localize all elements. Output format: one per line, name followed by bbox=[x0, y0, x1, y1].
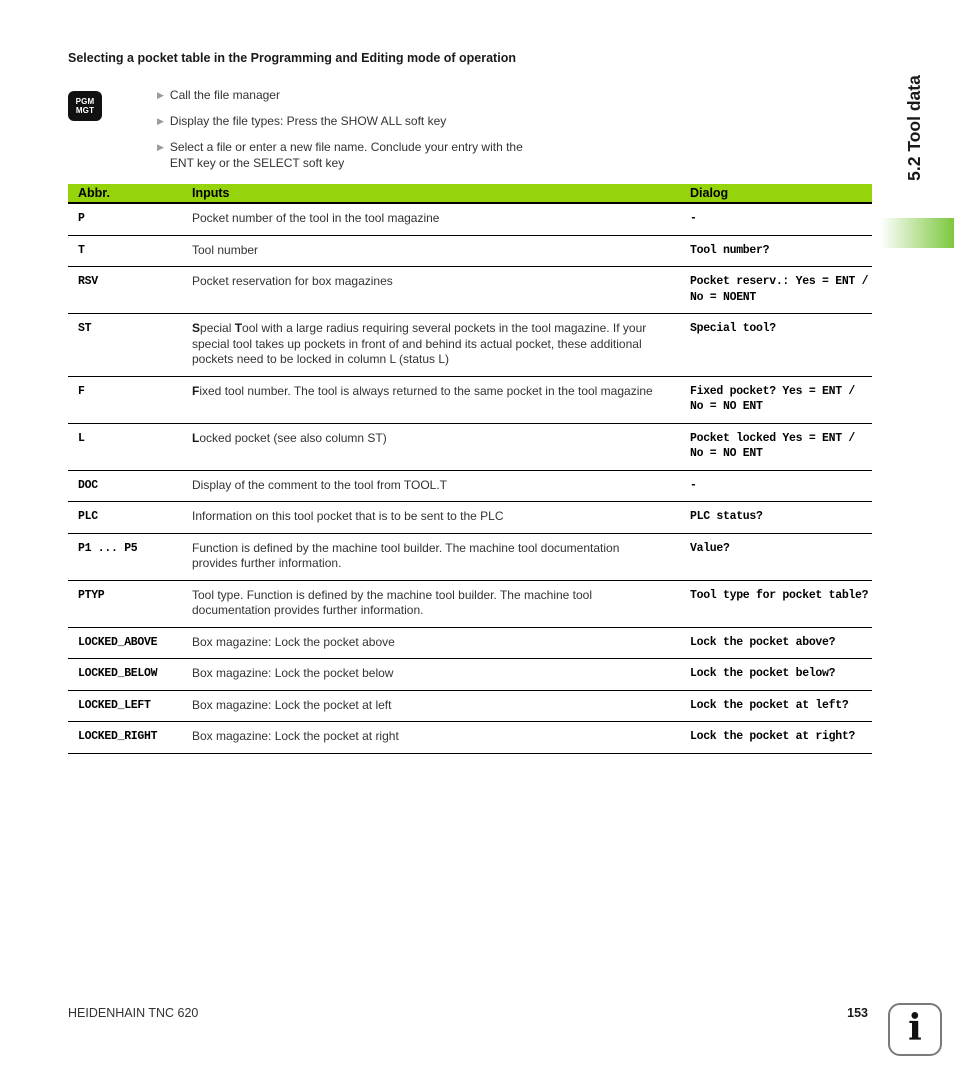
input-cell: Box magazine: Lock the pocket at right bbox=[192, 729, 399, 743]
table-row bbox=[68, 424, 872, 471]
abbr-cell: LOCKED_LEFT bbox=[78, 698, 151, 712]
dialog-cell: Value? bbox=[690, 541, 730, 555]
table-row bbox=[68, 722, 872, 754]
input-cell: Box magazine: Lock the pocket above bbox=[192, 634, 395, 649]
table-row bbox=[68, 471, 872, 503]
abbr-cell: ST bbox=[78, 322, 92, 335]
table-row bbox=[68, 581, 872, 628]
input-cell: Tool type. Function is defined by the machine tool builder. The machine tool documentation provides further information. bbox=[192, 587, 593, 617]
table-row bbox=[68, 204, 872, 236]
info-icon bbox=[888, 1003, 942, 1056]
table-row bbox=[68, 236, 872, 268]
input-cell: Box magazine: Lock the pocket at left bbox=[192, 697, 392, 712]
chapter-tab bbox=[880, 218, 954, 248]
column-header-abbr: Abbr. bbox=[78, 186, 110, 200]
step-list bbox=[157, 88, 529, 182]
dialog-cell: Fixed pocket? Yes = ENT / No = NO ENT bbox=[690, 384, 856, 413]
chapter-label: 5.2 Tool data bbox=[904, 75, 924, 181]
input-cell: Display of the comment to the tool from TOOL.T bbox=[192, 477, 447, 492]
pgm-mgt-key-line2: MGT bbox=[75, 106, 95, 115]
pgm-mgt-key-icon bbox=[68, 91, 102, 121]
table-row bbox=[68, 659, 872, 691]
input-cell: Information on this tool pocket that is to be sent to the PLC bbox=[192, 509, 504, 523]
dialog-cell: Lock the pocket at right? bbox=[690, 730, 856, 743]
step-item bbox=[157, 140, 529, 171]
bullet-triangle-icon: ▶ bbox=[157, 116, 164, 126]
table-row bbox=[68, 377, 872, 424]
dialog-cell: Lock the pocket at left? bbox=[690, 698, 849, 712]
dialog-cell: Pocket reserv.: Yes = ENT / No = NOENT bbox=[690, 275, 869, 304]
info-icon-glyph: i bbox=[908, 1006, 922, 1049]
step-text: Select a file or enter a new file name. Conclude your entry with the ENT key or the SELECT soft key bbox=[169, 140, 523, 170]
abbr-cell: PLC bbox=[78, 510, 98, 523]
step-item bbox=[157, 114, 529, 130]
input-cell: Function is defined by the machine tool builder. The machine tool documentation provides further information. bbox=[192, 540, 620, 570]
abbr-cell: LOCKED_ABOVE bbox=[78, 635, 158, 649]
dialog-cell: Lock the pocket above? bbox=[690, 635, 836, 649]
pocket-table bbox=[68, 184, 872, 754]
dialog-cell: Tool type for pocket table? bbox=[690, 588, 869, 602]
abbr-cell: L bbox=[78, 431, 85, 445]
footer-product-name: HEIDENHAIN TNC 620 bbox=[68, 1006, 199, 1020]
abbr-cell: T bbox=[78, 243, 85, 257]
abbr-cell: LOCKED_BELOW bbox=[78, 667, 158, 680]
bullet-triangle-icon: ▶ bbox=[157, 90, 164, 100]
table-row bbox=[68, 534, 872, 581]
column-header-inputs: Inputs bbox=[192, 186, 230, 200]
dialog-cell: PLC status? bbox=[690, 510, 763, 523]
input-cell: Box magazine: Lock the pocket below bbox=[192, 666, 394, 680]
step-text: Display the file types: Press the SHOW ALL soft key bbox=[169, 114, 447, 128]
table-row bbox=[68, 502, 872, 534]
page-title: Selecting a pocket table in the Programming and Editing mode of operation bbox=[68, 51, 516, 65]
input-cell: Tool number bbox=[192, 242, 259, 257]
abbr-cell: P bbox=[78, 212, 85, 225]
table-row bbox=[68, 691, 872, 723]
input-cell: Locked pocket (see also column ST) bbox=[192, 430, 387, 445]
dialog-cell: Special tool? bbox=[690, 322, 776, 335]
dialog-cell: Tool number? bbox=[690, 243, 770, 257]
pgm-mgt-key-line1: PGM bbox=[75, 97, 95, 106]
abbr-cell: RSV bbox=[78, 275, 98, 288]
dialog-cell: - bbox=[690, 212, 697, 225]
abbr-cell: P1 ... P5 bbox=[78, 541, 138, 555]
table-row bbox=[68, 628, 872, 660]
input-cell: Pocket number of the tool in the tool magazine bbox=[192, 211, 440, 225]
input-cell: Special Tool with a large radius requiring several pockets in the tool magazine. If your special tool takes up pockets in front of and behind its actual pocket, these additional pockets need to be locked in column L (status L) bbox=[192, 321, 647, 366]
table-row bbox=[68, 267, 872, 314]
column-header-dialog: Dialog bbox=[690, 186, 729, 200]
table-row bbox=[68, 314, 872, 377]
pocket-table-rows bbox=[68, 204, 872, 754]
dialog-cell: - bbox=[690, 478, 697, 492]
page-number: 153 bbox=[847, 1006, 868, 1020]
abbr-cell: F bbox=[78, 384, 85, 398]
dialog-cell: Lock the pocket below? bbox=[690, 667, 836, 680]
input-cell: Fixed tool number. The tool is always returned to the same pocket in the tool magazine bbox=[192, 383, 653, 398]
abbr-cell: DOC bbox=[78, 478, 98, 492]
abbr-cell: LOCKED_RIGHT bbox=[78, 730, 158, 743]
input-cell: Pocket reservation for box magazines bbox=[192, 274, 393, 288]
bullet-triangle-icon: ▶ bbox=[157, 142, 164, 152]
step-text: Call the file manager bbox=[169, 88, 280, 102]
pocket-table-header bbox=[68, 184, 872, 204]
abbr-cell: PTYP bbox=[78, 588, 105, 602]
dialog-cell: Pocket locked Yes = ENT / No = NO ENT bbox=[690, 431, 856, 460]
step-item bbox=[157, 88, 529, 104]
